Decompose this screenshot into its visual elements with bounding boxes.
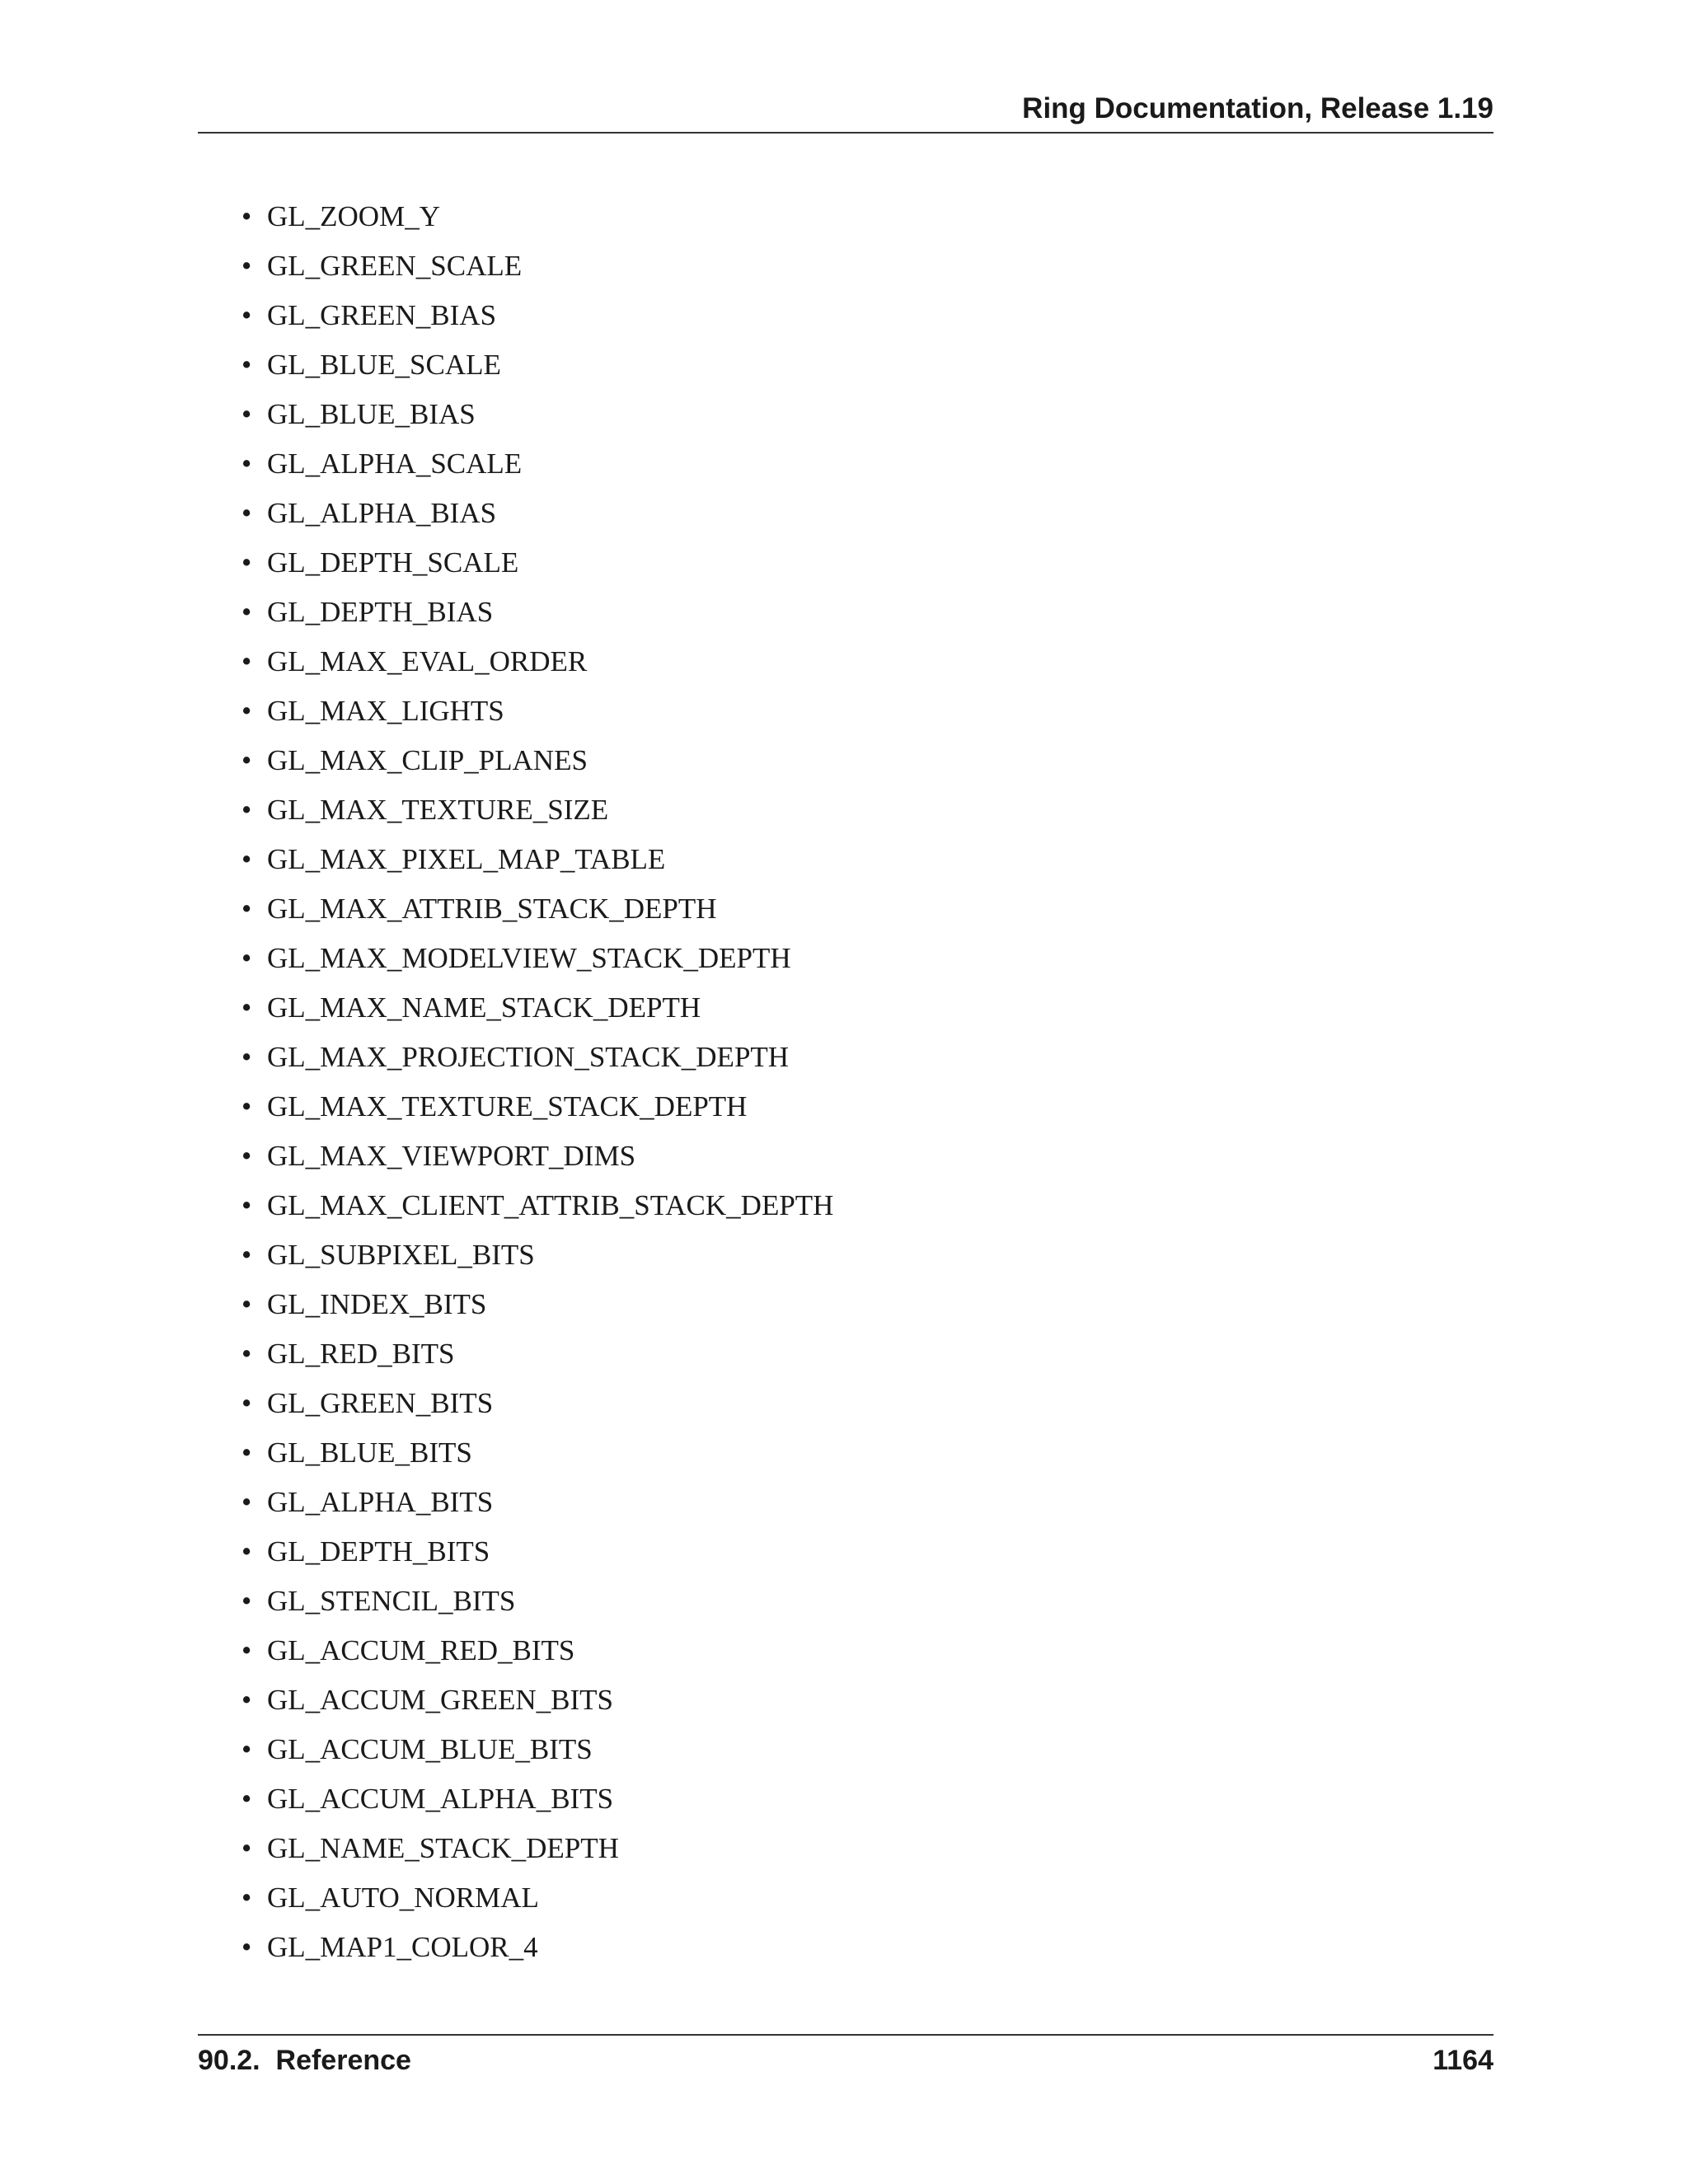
bullet-icon: • <box>241 1338 252 1370</box>
list-item <box>0 1385 833 1434</box>
list-item <box>0 247 833 297</box>
list-item <box>0 1088 833 1137</box>
bullet-icon: • <box>241 1684 252 1716</box>
bullet-icon: • <box>241 497 252 529</box>
bullet-icon: • <box>241 1783 252 1815</box>
bullet-icon: • <box>241 448 252 480</box>
list-item <box>0 1483 833 1533</box>
list-item <box>0 841 833 890</box>
list-item-text: GL_BLUE_SCALE <box>267 349 501 381</box>
bullet-icon: • <box>241 695 252 727</box>
bullet-icon: • <box>241 1436 252 1469</box>
bullet-icon: • <box>241 1288 252 1320</box>
list-item <box>0 1830 833 1879</box>
list-item <box>0 1681 833 1731</box>
bullet-icon: • <box>241 596 252 628</box>
list-item <box>0 1929 833 1978</box>
list-item-text: GL_ACCUM_ALPHA_BITS <box>267 1783 614 1815</box>
document-title: Ring Documentation, Release 1.19 <box>1022 92 1493 124</box>
list-item-text: GL_GREEN_BIAS <box>267 299 497 331</box>
page-header <box>198 89 1493 134</box>
list-item-text: GL_MAX_VIEWPORT_DIMS <box>267 1140 636 1172</box>
bullet-icon: • <box>241 1535 252 1568</box>
list-item <box>0 396 833 445</box>
list-item <box>0 940 833 989</box>
bullet-icon: • <box>241 1090 252 1122</box>
bullet-icon: • <box>241 893 252 925</box>
list-item <box>0 1434 833 1483</box>
bullet-icon: • <box>241 200 252 232</box>
list-item-text: GL_ACCUM_GREEN_BITS <box>267 1684 614 1716</box>
bullet-icon: • <box>241 349 252 381</box>
list-item-text: GL_MAX_PROJECTION_STACK_DEPTH <box>267 1041 790 1073</box>
list-item-text: GL_MAX_TEXTURE_STACK_DEPTH <box>267 1090 748 1122</box>
list-item-text: GL_NAME_STACK_DEPTH <box>267 1832 619 1864</box>
bullet-icon: • <box>241 1634 252 1666</box>
bullet-icon: • <box>241 1387 252 1419</box>
list-item-text: GL_INDEX_BITS <box>267 1288 487 1320</box>
bullet-icon: • <box>241 1882 252 1914</box>
bullet-icon: • <box>241 1585 252 1617</box>
list-item-text: GL_SUBPIXEL_BITS <box>267 1239 535 1271</box>
bullet-icon: • <box>241 1041 252 1073</box>
list-item-text: GL_DEPTH_SCALE <box>267 546 519 579</box>
bullet-icon: • <box>241 1832 252 1864</box>
bullet-icon: • <box>241 1239 252 1271</box>
list-item <box>0 1533 833 1582</box>
list-item-text: GL_MAX_NAME_STACK_DEPTH <box>267 991 701 1024</box>
list-item <box>0 692 833 742</box>
list-item-text: GL_DEPTH_BITS <box>267 1535 490 1568</box>
list-item-text: GL_BLUE_BIAS <box>267 398 476 430</box>
list-item <box>0 1780 833 1830</box>
list-item-text: GL_MAX_PIXEL_MAP_TABLE <box>267 843 666 875</box>
list-item <box>0 1187 833 1236</box>
bullet-icon: • <box>241 1189 252 1221</box>
section-label: 90.2. Reference <box>198 2045 411 2076</box>
list-item <box>0 494 833 544</box>
bullet-icon: • <box>241 1140 252 1172</box>
bullet-icon: • <box>241 1931 252 1963</box>
list-item-text: GL_MAX_TEXTURE_SIZE <box>267 794 609 826</box>
list-item <box>0 544 833 593</box>
list-item-text: GL_GREEN_SCALE <box>267 250 523 282</box>
list-item-text: GL_ACCUM_RED_BITS <box>267 1634 575 1666</box>
list-item <box>0 1038 833 1088</box>
list-item-text: GL_MAX_CLIENT_ATTRIB_STACK_DEPTH <box>267 1189 834 1221</box>
list-item-text: GL_ALPHA_BITS <box>267 1486 494 1518</box>
list-item-text: GL_GREEN_BITS <box>267 1387 494 1419</box>
list-item <box>0 1335 833 1385</box>
list-item-text: GL_MAX_LIGHTS <box>267 695 504 727</box>
list-item <box>0 791 833 841</box>
page-footer <box>198 2034 1493 2076</box>
bullet-icon: • <box>241 744 252 776</box>
bullet-icon: • <box>241 546 252 579</box>
list-item-text: GL_AUTO_NORMAL <box>267 1882 539 1914</box>
bullet-icon: • <box>241 645 252 677</box>
bullet-icon: • <box>241 1733 252 1765</box>
list-item <box>0 890 833 940</box>
list-item <box>0 1731 833 1780</box>
list-item-text: GL_ALPHA_BIAS <box>267 497 497 529</box>
list-item <box>0 1137 833 1187</box>
list-item <box>0 989 833 1038</box>
list-item <box>0 346 833 396</box>
list-item <box>0 643 833 692</box>
bullet-icon: • <box>241 991 252 1024</box>
list-item-text: GL_STENCIL_BITS <box>267 1585 516 1617</box>
list-item-text: GL_MAX_MODELVIEW_STACK_DEPTH <box>267 942 791 974</box>
list-item-text: GL_MAP1_COLOR_4 <box>267 1931 538 1963</box>
list-item <box>0 1236 833 1286</box>
list-item <box>0 1582 833 1632</box>
list-item-text: GL_MAX_ATTRIB_STACK_DEPTH <box>267 893 717 925</box>
bullet-icon: • <box>241 299 252 331</box>
list-item <box>0 1632 833 1681</box>
list-item <box>0 1879 833 1929</box>
list-item <box>0 742 833 791</box>
bullet-icon: • <box>241 1486 252 1518</box>
list-item <box>0 198 833 247</box>
bullet-icon: • <box>241 942 252 974</box>
list-item-text: GL_ALPHA_SCALE <box>267 448 523 480</box>
page-number: 1164 <box>1432 2045 1493 2076</box>
list-item-text: GL_DEPTH_BIAS <box>267 596 494 628</box>
bullet-icon: • <box>241 794 252 826</box>
list-item-text: GL_RED_BITS <box>267 1338 455 1370</box>
list-item-text: GL_MAX_CLIP_PLANES <box>267 744 588 776</box>
bullet-icon: • <box>241 250 252 282</box>
list-item <box>0 445 833 494</box>
list-item <box>0 1286 833 1335</box>
bullet-icon: • <box>241 843 252 875</box>
list-item <box>0 593 833 643</box>
list-item-text: GL_ZOOM_Y <box>267 200 440 232</box>
list-item-text: GL_BLUE_BITS <box>267 1436 472 1469</box>
list-item-text: GL_MAX_EVAL_ORDER <box>267 645 588 677</box>
bullet-icon: • <box>241 398 252 430</box>
list-item-text: GL_ACCUM_BLUE_BITS <box>267 1733 593 1765</box>
constant-list <box>0 198 833 1978</box>
list-item <box>0 297 833 346</box>
